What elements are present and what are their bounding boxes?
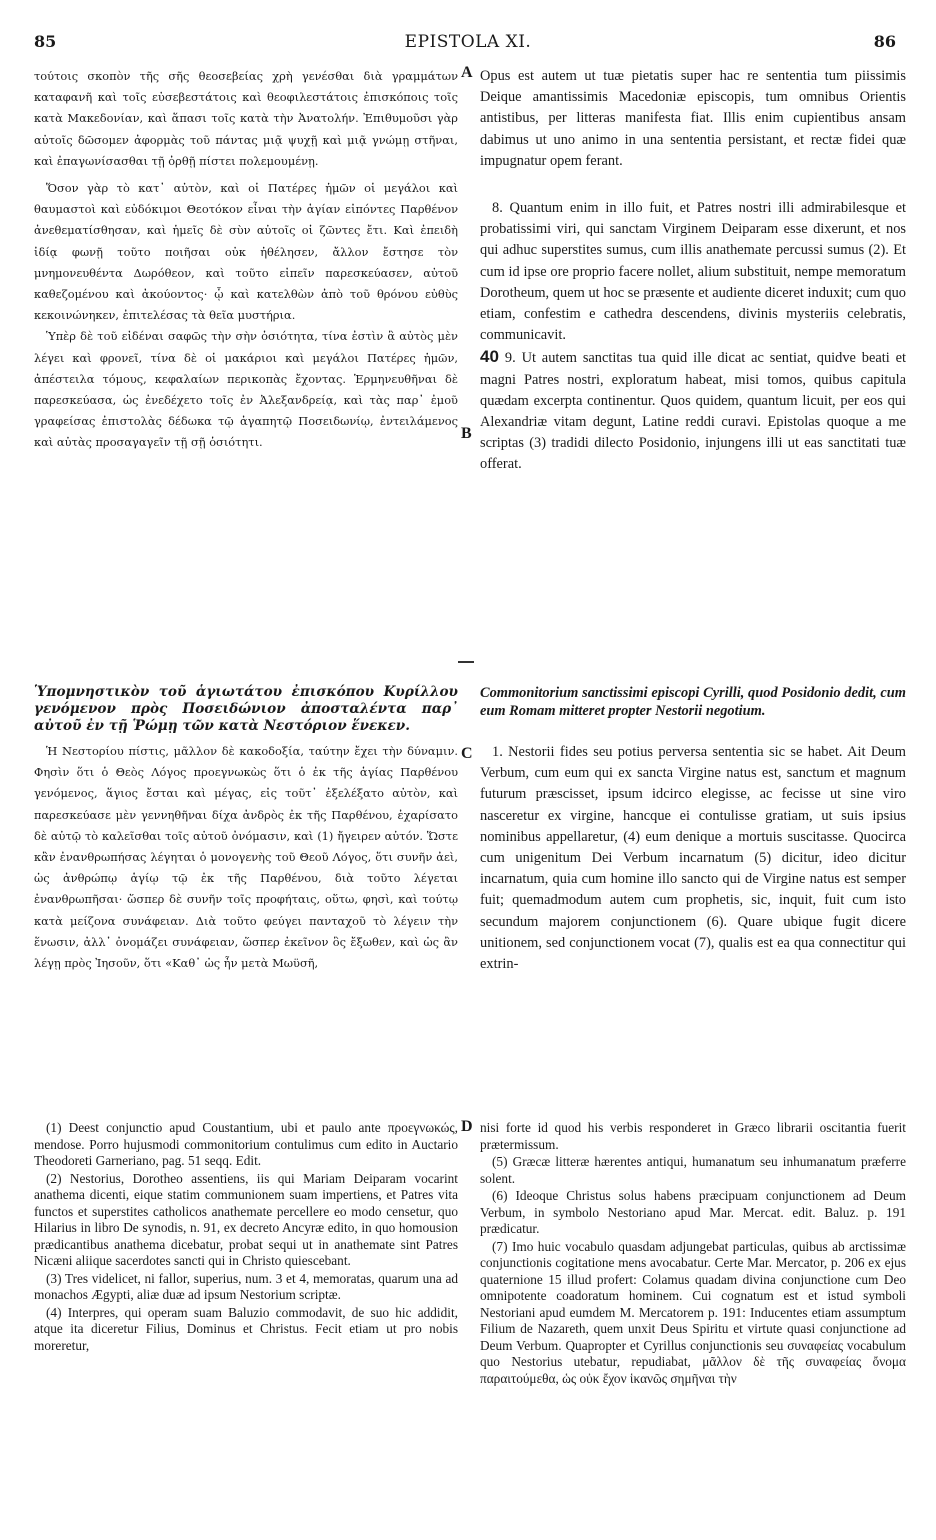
running-title: EPISTOLA XI. [404, 32, 532, 52]
margin-marker-c: C [461, 745, 473, 762]
greek-paragraph: Ὅσον γὰρ τὸ κατ᾽ αὐτὸν, καὶ οἱ Πατέρες ἡμῶν οἱ μεγάλοι καὶ θαυμαστοὶ καὶ εὐδόκιμοι Θεοτόκον εἶναι τὴν ἁγίαν εἰπόντες Παρθένον ἀνεθεματίσθησαν, καὶ ἡμεῖς δὲ σὺν αὐτοῖς οἱ ζῶντες ἔτι. Καὶ ἐπειδὴ ἰδίᾳ φωνῇ τοῦτο ποιῆσαι οὐκ ἠθέλησεν, ἄλλον ἔστησε τὸν μνημονευθέντα Δωρόθεον, καὶ τοῦτο εἰπεῖν παρεσκεύασεν, αὐτοῦ καθεζομένου καὶ ἀκούοντος· ᾧ καὶ κατελθὼν ἀπὸ τοῦ θρόνου εὐθὺς κεκοινώνηκεν, ἐπιτελέσας τὰ θεῖα μυστήρια. [34, 181, 458, 323]
page-number-right: 86 [873, 32, 896, 51]
footnote: (4) Interpres, qui operam suam Baluzio commodavit, de suo hic addidit, atque ita diceretur Filius, Dominus et Christus. Fecit etiam ut pro nobis moreretur, [34, 1304, 458, 1353]
latin-paragraph: 8. Quantum enim in illo fuit, et Patres nostri illi admirabilesque et probatissimi viri, qui sanctam Virginem Deiparam esse dixerunt, et nos qui adhuc superstites sumus, cum illis anathemate percussi sumus (2). Et cum id ipse ore proprio facere nollet, alium substituit, nempe memoratum Dorotheum, quem ut hoc se præsente et audiente diceret induxit; cum quo etiam, confestim e cathedra descendens, divinis mysteriis celebratis, communicavit. [480, 200, 906, 344]
section-divider [458, 661, 474, 663]
footnote: nisi forte id quod his verbis responderet in Græco librarii oscitantia fuerit prætermissum. [480, 1120, 906, 1152]
footnote: (2) Nestorius, Dorotheo assentiens, iis qui Mariam Deiparam vocarint anathema dicenti, eique statim communionem suam impertiens, et Patres vita functos et superstites catholicos anathemate percellere eo modo censetur, quo Hilarius in libro De synodis, n. 91, ex decreto Ancyræ edito, in quo homousion prædicantibus anathema dicebatur, probat sequi ut in anathemate sint Patres Nicæni aliique sacerdotes sancti qui in Christo quiescebant. [34, 1170, 458, 1268]
page-number-left: 85 [34, 32, 57, 51]
footnotes-right [480, 1120, 906, 1388]
greek-paragraph: Ὑπὲρ δὲ τοῦ εἰδέναι σαφῶς τὴν σὴν ὁσιότητα, τίνα ἐστὶν ἃ αὐτὸς μὲν λέγει καὶ φρονεῖ, τίνα δὲ οἱ μακάριοι καὶ μεγάλοι Πατέρες ἡμῶν, ἀπέστειλα τόμους, κεφαλαίων περικοπὰς ἔχοντας. Ἑρμηνευθῆναι δὲ παρεσκεύασα, ὡς ἐνεδέχετο τοῖς ἐν Ἀλεξανδρείᾳ, καὶ τὰς παρ᾽ ἐμοῦ γραφείσας ἐπιστολὰς δέδωκα τῷ ἀγαπητῷ Ποσειδωνίῳ, ἐντειλάμενος καὶ αὐτὰς προσαγαγεῖν τῇ σῇ ὁσιότητι. [34, 329, 458, 450]
footnote: (6) Ideoque Christus solus habens præcipuam conjunctionem ad Deum Verbum, in symbolo Nestoriano apud Mar. Mercat. edit. Baluz. p. 191 prædicatur. [480, 1188, 906, 1236]
column-number: 40 [480, 347, 499, 367]
margin-marker-d: D [461, 1118, 473, 1135]
margin-marker-a: A [461, 64, 473, 81]
page-header [0, 32, 936, 60]
latin-paragraph-text: 9. Ut autem sanctitas tua quid ille dicat ac sentiat, quidve beati et magni Patres nostri, exploratum habeat, misi tomos, quibus capitula quædam excerpta continentur. Quos quidem, quantum licuit, per eos qui Alexandriæ vitam degunt, Latine reddi curavi. Epistolas quoque a me scriptas (3) tradidi dilecto Posidonio, injungens illi ut eas sanctitati tuæ offerat. [480, 350, 906, 473]
footnote: (3) Tres videlicet, ni fallor, superius, num. 3 et 4, memoratas, quarum una ad monachos Ægypti, aliæ duæ ad ipsum Nestorium scriptæ. [34, 1270, 458, 1302]
footnote: (1) Deest conjunctio apud Coustantium, ubi et paulo ante προεγνωκώς, mendose. Porro hujusmodi commonitorium contulimus cum edito in Auctario Theodoreti Garneriano, pag. 51 seqq. Edit. [34, 1120, 458, 1168]
greek-column-top [34, 66, 458, 454]
greek-paragraph: Ἡ Νεστορίου πίστις, μᾶλλον δὲ κακοδοξία, ταύτην ἔχει τὴν δύναμιν. Φησὶν ὅτι ὁ Θεὸς Λόγος προεγνωκὼς ὅτι ὁ ἐκ τῆς ἁγίας Παρθένου γενόμενος, ἅγιος ἔσται καὶ μέγας, εἰς τοῦτ᾽ ἐξελέξατο αὐτὸν, καὶ παρεσκεύασε μὲν γεννηθῆναι δίχα ἀνδρὸς ἐκ τῆς Παρθένου, ἐχαρίσατο δὲ αὐτῷ τὸ καλεῖσθαι τοῖς αὐτοῦ ὀνόμασιν, καὶ (1) ἤγειρεν αὐτόν. Ὥστε κἂν ἐνανθρωπήσας λέγηται ὁ μονογενὴς τοῦ Θεοῦ Λόγος, ὅτι συνῆν ἀεὶ, ὡς ἀνθρώπῳ ἁγίῳ τῷ ἐκ τῆς Παρθένου, διὰ τοῦτο λέγεται ἐνανθρωπῆσαι· ὥσπερ δὲ συνῆν τοῖς προφήταις, οὕτω, φησὶ, καὶ τούτῳ κατὰ μείζονα συνάφειαν. Διὰ τοῦτο φεύγει πανταχοῦ τὸ λέγειν τὴν ἕνωσιν, ἀλλ᾽ ὀνομάζει συνάφειαν, ὥσπερ ἐκεῖνον ὃς ἔξωθεν, καὶ ὡς ἂν λέγῃ πρὸς Ἰησοῦν, ὅτι «Καθ᾽ ὡς ἦν μετὰ Μωϋσῆ, [34, 744, 458, 971]
margin-marker-b: B [461, 425, 472, 442]
greek-commonitorium-heading: Ὑπομνηστικὸν τοῦ ἁγιωτάτου ἐπισκόπου Κυρίλλου γενόμενον πρὸς Ποσειδώνιον ἀποσταλέντα παρ᾽ αὐτοῦ ἐν τῇ Ῥώμῃ τῶν κατὰ Νεστόριον ἕνεκεν. [34, 684, 458, 734]
latin-paragraph: Opus est autem ut tuæ pietatis super hac re sententia tum piissimis Deique amantissimis Macedoniæ episcopis, tum omnibus Orientis antistibus, per litteras manifesta fiat. Illis enim cupientibus ansam dabimus ut uno animo in una sententia persistant, et rectæ fidei quæ impugnatur opem ferant. [480, 68, 906, 169]
footnotes-left [34, 1120, 458, 1355]
greek-column-bottom [34, 684, 458, 974]
latin-column-top [480, 66, 906, 476]
footnote: (5) Græcæ litteræ hærentes antiqui, humanatum seu inhumanatum præferre solent. [480, 1154, 906, 1186]
footnote: (7) Imo huic vocabulo quasdam adjungebat particulas, quibus ab arctissimæ conjunctionis cogitatione mens avocabatur. Certe Mar. Mercator, p. 206 ex ejus quaternione 15 illud profert: Colamus quadam divina conjunctione cum Deo omnipotente coadoratum hominem. Cui cognatum est et istud symboli Nestoriani apud eumdem M. Mercatorem p. 191: Inducentes etiam assumptum Filium de Nazareth, quem unxit Deus Spiritu et virtute quasi conjunctione ad Deum Verbum. Quapropter et Cyrillus conjunctionis seu συναφείας vocabulum quo Nestorius utebatur, repudiabat, μᾶλλον δὲ τῆς συναφείας ὄνομα παραιτούμεθα, ὡς οὐκ ἔχον ἱκανῶς σημῆναι τὴν [480, 1238, 906, 1386]
latin-paragraph: 1. Nestorii fides seu potius perversa sententia sic se habet. Ait Deum Verbum, cum eum qui ex sancta Virgine natus est, sanctum et magnum futurum præscisset, ipsum idcirco elegisse, ac fecisse ut sine viro nasceretur ex virgine, hancque ei contulisse gratiam, ut suis ipsius nominibus appellaretur, (4) eum denique a mortuis suscitasse. Quocirca cum unigenitum Dei Verbum incarnatum (5) dicitur, ideo dicitur incarnatum, quia cum homine illo sancto qui de Virgine natus est semper fuit; quemadmodum autem cum prophetis, sic, inquit, fuit cum isto secundum majorem conjunctionem (6). Quare ubique fugit dicere unitionem, sed conjunctionem vocat (7), qualis est ea qua connectitur qui extrin- [480, 744, 906, 973]
latin-column-bottom [480, 684, 906, 975]
greek-paragraph: τούτοις σκοπὸν τῆς σῆς θεοσεβείας χρὴ γενέσθαι διὰ γραμμάτων καταφανῆ καὶ τοῖς εὐσεβεστάτοις καὶ θεοφιλεστάτοις ἐπισκόποις τοῖς κατὰ Μακεδονίαν, καὶ ἅπασι τοῖς κατὰ τὴν Ἀνατολήν. Ἐπιθυμοῦσι γὰρ αὐτοῖς δῶσομεν ἀφορμὰς τοῦ πάντας μιᾷ ψυχῇ καὶ μιᾷ γνώμῃ στῆναι, καὶ ἐπαγωνίσασθαι τῇ ὀρθῇ πίστει πολεμουμένῃ. [34, 69, 458, 168]
latin-commonitorium-heading: Commonitorium sanctissimi episcopi Cyrilli, quod Posidonio dedit, cum eum Romam mitteret propter Nestorii negotium. [480, 685, 906, 719]
latin-paragraph-9 [480, 346, 906, 475]
